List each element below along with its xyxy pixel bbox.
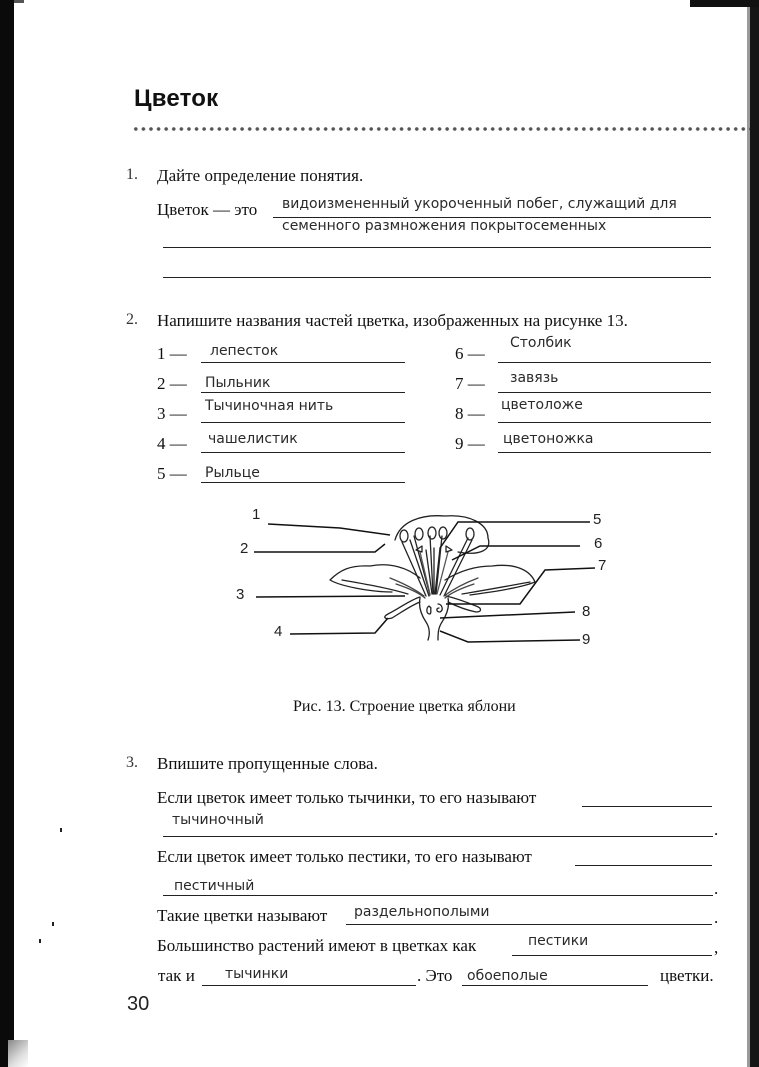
answer-underline <box>582 806 712 807</box>
leader-line-4 <box>290 618 388 634</box>
scan-edge-right <box>750 0 759 1067</box>
leader-line-1 <box>268 524 390 535</box>
ovule-left <box>427 606 431 614</box>
callout-8: 8 <box>582 603 591 620</box>
answer-underline <box>163 895 713 896</box>
part-answer-9[interactable]: цветоножка <box>503 431 594 447</box>
receptacle <box>419 598 429 640</box>
period: . <box>714 820 719 839</box>
part-answer-8[interactable]: цветоложе <box>501 397 583 413</box>
answer-underline <box>498 452 711 453</box>
task3-prompt: Впишите пропущенные слова. <box>157 754 378 773</box>
callout-7: 7 <box>598 557 607 574</box>
task3-sentence5b: . Это <box>417 966 453 985</box>
answer-underline <box>201 392 405 393</box>
part-answer-4[interactable]: чашелистик <box>208 431 298 447</box>
part-label-2: 2 — <box>157 374 187 393</box>
callout-4: 4 <box>274 623 283 640</box>
dotted-divider <box>132 125 750 133</box>
task3-answer1[interactable]: тычиночный <box>172 812 264 828</box>
sepal-left <box>385 597 420 619</box>
scan-edge-left <box>0 0 14 1067</box>
callout-5: 5 <box>593 511 602 528</box>
figure-caption: Рис. 13. Строение цветка яблони <box>293 698 516 715</box>
page-number: 30 <box>127 993 150 1015</box>
answer-underline <box>202 985 416 986</box>
leader-line-2 <box>254 544 385 552</box>
answer-underline <box>201 362 405 363</box>
page-title: Цветок <box>134 85 219 112</box>
anther <box>428 527 436 539</box>
task1-lead: Цветок — это <box>157 200 258 219</box>
answer-underline <box>498 392 711 393</box>
period: . <box>714 879 719 898</box>
scan-speck <box>52 922 54 926</box>
scan-corner <box>8 1040 28 1067</box>
apple-flower-diagram <box>230 500 620 660</box>
anther <box>400 530 408 542</box>
callout-3: 3 <box>236 586 245 603</box>
anther <box>415 528 423 540</box>
callout-2: 2 <box>240 540 249 557</box>
part-answer-3[interactable]: Тычиночная нить <box>205 398 334 414</box>
task3-sentence5c: цветки. <box>660 966 714 985</box>
scan-edge-top-right <box>690 0 759 7</box>
part-label-6: 6 — <box>455 344 485 363</box>
task1-answer-line2[interactable]: семенного размножения покрытосеменных <box>282 218 607 234</box>
ovule-right <box>437 604 442 612</box>
task2-number: 2. <box>126 311 138 328</box>
leader-line-9 <box>440 631 580 642</box>
leader-line-5 <box>440 522 590 548</box>
answer-underline <box>201 482 405 483</box>
answer-underline <box>163 277 711 278</box>
part-answer-2[interactable]: Пыльник <box>205 375 271 391</box>
task3-sentence3: Такие цветки называют <box>157 906 328 925</box>
part-label-4: 4 — <box>157 434 187 453</box>
task3-answer2[interactable]: пестичный <box>174 878 255 894</box>
task3-sentence5a: так и <box>158 966 195 985</box>
answer-underline <box>575 865 712 866</box>
task3-answer3[interactable]: раздельнополыми <box>354 904 490 920</box>
task2-prompt: Напишите названия частей цветка, изображенных на рисунке 13. <box>157 311 628 330</box>
answer-underline <box>201 452 405 453</box>
leader-line-3 <box>256 596 405 597</box>
callout-9: 9 <box>582 631 591 648</box>
task3-number: 3. <box>126 754 138 771</box>
task3-answer4[interactable]: пестики <box>528 933 589 949</box>
scan-edge-top <box>14 0 24 3</box>
answer-underline <box>163 247 711 248</box>
part-label-8: 8 — <box>455 404 485 423</box>
answer-underline <box>498 422 711 423</box>
answer-underline <box>512 955 712 956</box>
part-label-7: 7 — <box>455 374 485 393</box>
anther <box>466 528 474 540</box>
scan-speck <box>39 939 41 943</box>
part-label-5: 5 — <box>157 464 187 483</box>
task3-sentence4: Большинство растений имеют в цветках как <box>157 936 477 955</box>
task1-prompt: Дайте определение понятия. <box>157 166 364 185</box>
part-answer-6[interactable]: Столбик <box>510 335 572 351</box>
leader-line-8 <box>440 612 575 618</box>
callout-6: 6 <box>594 535 603 552</box>
stigma <box>446 546 452 552</box>
part-label-9: 9 — <box>455 434 485 453</box>
comma: , <box>714 938 719 957</box>
callout-1: 1 <box>252 506 261 523</box>
answer-underline <box>163 836 713 837</box>
task3-sentence1: Если цветок имеет только тычинки, то его называют <box>157 788 537 807</box>
task3-answer5[interactable]: тычинки <box>225 966 289 982</box>
task1-number: 1. <box>126 166 138 183</box>
task1-answer-line1[interactable]: видоизмененный укороченный побег, служащий для <box>282 196 677 212</box>
answer-underline <box>346 924 712 925</box>
part-answer-5[interactable]: Рыльце <box>205 465 260 481</box>
part-answer-7[interactable]: завязь <box>510 370 559 386</box>
part-label-3: 3 — <box>157 404 187 423</box>
scan-speck <box>60 828 62 832</box>
period: . <box>714 908 719 927</box>
task3-answer6[interactable]: обоеполые <box>467 968 548 984</box>
anther <box>439 527 447 539</box>
task3-sentence2: Если цветок имеет только пестики, то его называют <box>157 847 532 866</box>
answer-underline <box>201 422 405 423</box>
answer-underline <box>462 985 648 986</box>
part-answer-1[interactable]: лепесток <box>210 343 279 359</box>
part-label-1: 1 — <box>157 344 187 363</box>
answer-underline <box>498 362 711 363</box>
